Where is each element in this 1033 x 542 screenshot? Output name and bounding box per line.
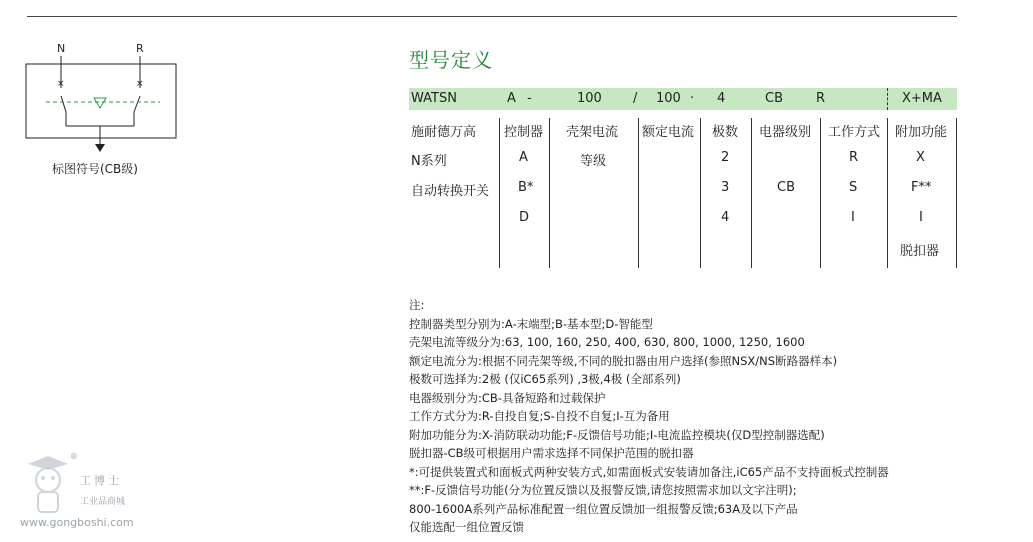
col-item: 自动转换开关 — [411, 184, 490, 199]
model-series: WATSN — [411, 91, 457, 106]
note-line: **:F-反馈信号功能(分为位置反馈以及报警反馈,请您按照需求加以文字注明); — [409, 483, 797, 497]
column-rule — [499, 118, 500, 268]
col-header-mode: 工作方式 — [828, 125, 881, 140]
model-dash: - — [527, 91, 532, 106]
model-extra: X+MA — [902, 91, 942, 106]
col-item: D — [519, 210, 530, 225]
model-controller: A — [507, 91, 516, 106]
col-item: X — [916, 150, 925, 165]
column-rule — [700, 118, 701, 268]
model-code-bar — [409, 88, 957, 110]
svg-text:×: × — [136, 79, 144, 89]
col-item: 4 — [721, 210, 730, 225]
note-line: 控制器类型分别为:A-末端型;B-基本型;D-智能型 — [409, 316, 653, 331]
watermark-name: 工博士 — [80, 474, 122, 487]
col-item: A — [519, 150, 528, 165]
column-rule — [820, 118, 821, 268]
note-line: 800-1600A系列产品标准配置一组位置反馈加一组报警反馈;63A及以下产品 — [409, 501, 798, 516]
note-line: 工作方式分为:R-自投自复;S-自投不自复;I-互为备用 — [409, 409, 670, 423]
column-rule — [751, 118, 752, 268]
col-header-frame-current: 壳架电流 — [566, 125, 619, 140]
col-item: 2 — [721, 150, 730, 165]
watermark-sub: 工业品商城 — [80, 497, 126, 507]
col-header-rated-current: 额定电流 — [642, 125, 695, 140]
column-rule — [887, 118, 888, 268]
model-dot: · — [690, 91, 695, 106]
note-line: 脱扣器-CB级可根据用户需求选择不同保护范围的脱扣器 — [409, 446, 694, 460]
col-header-poles: 极数 — [712, 125, 739, 140]
note-line: *:可提供装置式和面板式两种安装方式,如需面板式安装请加备注,iC65产品不支持面板式控制器 — [409, 464, 889, 479]
col-item: 3 — [721, 180, 730, 195]
col-header-class: 电器级别 — [759, 125, 812, 140]
col-header-controller: 控制器 — [504, 125, 544, 140]
col-item: I — [919, 210, 923, 225]
watermark-url: www.gongboshi.com — [20, 516, 134, 529]
model-class: CB — [765, 91, 783, 106]
col-item: CB — [777, 180, 795, 195]
svg-text:×: × — [57, 79, 65, 89]
note-line: 仅能选配一组位置反馈 — [409, 520, 524, 534]
col-item: 等级 — [580, 154, 607, 169]
model-frame-current: 100 — [577, 91, 602, 106]
note-line: 附加功能分为:X-消防联动功能;F-反馈信号功能;I-电流监控模块(仅D型控制器选配) — [409, 427, 825, 442]
col-item: S — [849, 180, 858, 195]
model-mode: R — [816, 91, 826, 106]
page-title: 型号定义 — [409, 48, 493, 72]
symbol-caption: 标图符号(CB级) — [52, 162, 138, 176]
column-rule — [956, 118, 957, 268]
col-item: 脱扣器 — [900, 244, 940, 259]
symbol-label-n: N — [57, 42, 66, 55]
model-rated-current: 100 — [656, 91, 681, 106]
note-line: 注: — [409, 298, 425, 312]
col-item: B* — [518, 180, 534, 195]
notes-block — [409, 296, 889, 537]
top-rule — [27, 16, 957, 17]
col-item: F** — [911, 180, 932, 195]
watermark-reg: ® — [70, 452, 78, 461]
col-header-brand: 施耐德万高 — [411, 125, 477, 140]
col-item: I — [851, 210, 855, 225]
model-bar-divider — [887, 88, 888, 110]
col-item: R — [849, 150, 859, 165]
note-line: 壳架电流等级分为:63, 100, 160, 250, 400, 630, 800, 1000, 1250, 1600 — [409, 335, 805, 349]
model-slash: / — [633, 91, 638, 106]
note-line: 额定电流分为:根据不同壳架等级,不同的脱扣器由用户选择(参照NSX/NS断路器样本) — [409, 353, 838, 368]
col-header-extra: 附加功能 — [895, 125, 948, 140]
note-line: 极数可选择为:2极 (仅iC65系列) ,3极,4极 (全部系列) — [409, 372, 681, 386]
column-rule — [549, 118, 550, 268]
note-line: 电器级别分为:CB-具备短路和过载保护 — [409, 390, 606, 405]
symbol-label-r: R — [136, 42, 144, 55]
col-item: N系列 — [411, 154, 447, 169]
column-rule — [638, 118, 639, 268]
model-poles: 4 — [717, 91, 726, 106]
